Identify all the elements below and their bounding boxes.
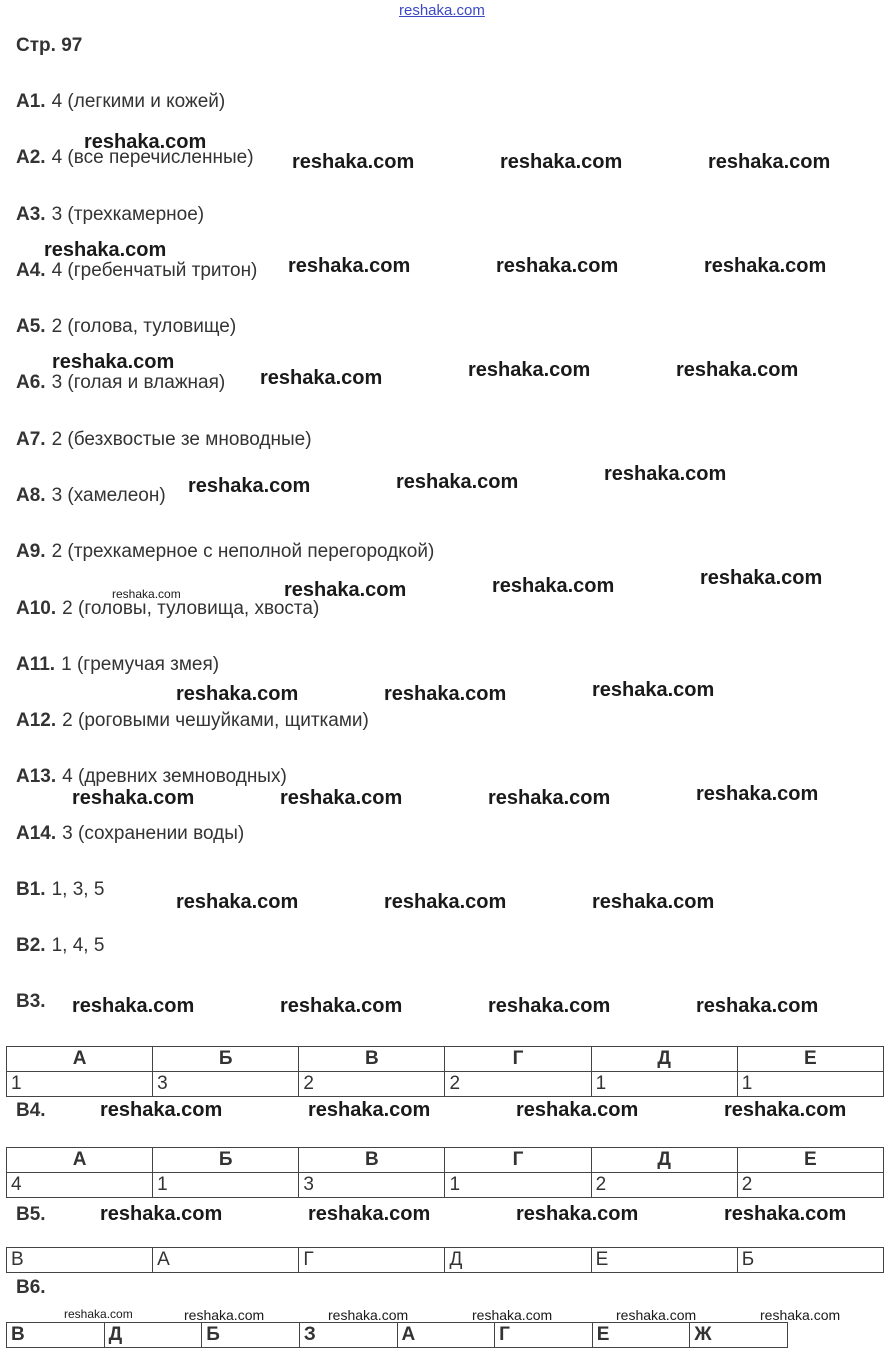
answer-b6: B6. [16, 1277, 46, 1298]
watermark: reshaka.com [176, 683, 299, 705]
table-header-row [7, 1047, 884, 1072]
table-cell: Е [592, 1323, 690, 1348]
answer-a7: A7. 2 (безхвостые зе мноводные) [16, 429, 312, 450]
table-header-cell: Е [737, 1148, 883, 1173]
watermark: reshaka.com [708, 151, 831, 173]
table-cell: Г [299, 1248, 445, 1273]
watermark: reshaka.com [84, 131, 207, 153]
table-header-cell: Б [153, 1047, 299, 1072]
watermark: reshaka.com [592, 679, 715, 701]
answer-a13: A13. 4 (древних земноводных) [16, 766, 287, 787]
watermark: reshaka.com [488, 995, 611, 1017]
watermark: reshaka.com [468, 359, 591, 381]
watermark: reshaka.com [188, 475, 311, 497]
watermark: reshaka.com [396, 471, 519, 493]
watermark: reshaka.com [516, 1203, 639, 1225]
watermark: reshaka.com [64, 1307, 133, 1321]
watermark: reshaka.com [700, 567, 823, 589]
table-header-cell: Г [445, 1047, 591, 1072]
watermark: reshaka.com [760, 1307, 841, 1323]
watermark: reshaka.com [704, 255, 827, 277]
watermark: reshaka.com [72, 995, 195, 1017]
page-title: Стр. 97 [16, 35, 83, 56]
answer-a10: A10. 2 (головы, туловища, хвоста) [16, 598, 320, 619]
answer-a14: A14. 3 (сохранении воды) [16, 823, 245, 844]
table-header-cell: Д [591, 1047, 737, 1072]
watermark: reshaka.com [724, 1099, 847, 1121]
watermark: reshaka.com [176, 891, 299, 913]
watermark: reshaka.com [52, 351, 175, 373]
table-cell: В [7, 1323, 105, 1348]
answer-a4: A4. 4 (гребенчатый тритон) [16, 260, 258, 281]
table-b5 [6, 1247, 884, 1273]
answer-a2: A2. 4 (все перечисленные) [16, 147, 254, 168]
watermark: reshaka.com [112, 587, 181, 601]
table-cell: Б [737, 1248, 883, 1273]
watermark: reshaka.com [696, 783, 819, 805]
watermark: reshaka.com [472, 1307, 553, 1323]
table-cell: 1 [737, 1072, 883, 1097]
answer-a6: A6. 3 (голая и влажная) [16, 372, 226, 393]
table-header-cell: А [7, 1148, 153, 1173]
watermark: reshaka.com [280, 787, 403, 809]
table-b4 [6, 1147, 884, 1198]
watermark: reshaka.com [496, 255, 619, 277]
watermark: reshaka.com [288, 255, 411, 277]
watermark: reshaka.com [72, 787, 195, 809]
watermark: reshaka.com [44, 239, 167, 261]
table-cell: 1 [7, 1072, 153, 1097]
table-cell: З [299, 1323, 397, 1348]
watermark: reshaka.com [696, 995, 819, 1017]
watermark: reshaka.com [328, 1307, 409, 1323]
watermark: reshaka.com [516, 1099, 639, 1121]
table-cell: 1 [591, 1072, 737, 1097]
table-b6 [6, 1322, 788, 1348]
table-cell: 3 [299, 1173, 445, 1198]
answer-a9: A9. 2 (трехкамерное с неполной перегородкой) [16, 541, 435, 562]
answer-b2: B2. 1, 4, 5 [16, 935, 105, 956]
answer-a5: A5. 2 (голова, туловище) [16, 316, 237, 337]
table-cell: Б [202, 1323, 300, 1348]
table-row [7, 1173, 884, 1198]
watermark: reshaka.com [384, 683, 507, 705]
table-header-cell: Д [591, 1148, 737, 1173]
watermark: reshaka.com [604, 463, 727, 485]
table-cell: 1 [445, 1173, 591, 1198]
table-header-row [7, 1148, 884, 1173]
watermark: reshaka.com [384, 891, 507, 913]
table-header-cell: Г [445, 1148, 591, 1173]
table-cell: Ж [690, 1323, 788, 1348]
table-b3 [6, 1046, 884, 1097]
watermark: reshaka.com [592, 891, 715, 913]
table-row [7, 1248, 884, 1273]
table-cell: 4 [7, 1173, 153, 1198]
watermark: reshaka.com [676, 359, 799, 381]
watermark: reshaka.com [308, 1203, 431, 1225]
answer-a12: A12. 2 (роговыми чешуйками, щитками) [16, 710, 369, 731]
answer-b1: B1. 1, 3, 5 [16, 879, 105, 900]
answer-b5: B5. [16, 1204, 46, 1225]
watermark: reshaka.com [100, 1099, 223, 1121]
table-header-cell: Е [737, 1047, 883, 1072]
table-cell: А [153, 1248, 299, 1273]
table-header-cell: Б [153, 1148, 299, 1173]
watermark: reshaka.com [492, 575, 615, 597]
table-header-cell: А [7, 1047, 153, 1072]
table-cell: 2 [445, 1072, 591, 1097]
table-cell: Д [104, 1323, 202, 1348]
answer-a3: A3. 3 (трехкамерное) [16, 204, 205, 225]
watermark: reshaka.com [292, 151, 415, 173]
answer-a11: A11. 1 (гремучая змея) [16, 654, 220, 675]
watermark: reshaka.com [616, 1307, 697, 1323]
table-header-cell: В [299, 1148, 445, 1173]
table-header-cell: В [299, 1047, 445, 1072]
table-cell: А [397, 1323, 495, 1348]
watermark: reshaka.com [500, 151, 623, 173]
table-cell: 2 [737, 1173, 883, 1198]
table-row [7, 1323, 788, 1348]
watermark: reshaka.com [260, 367, 383, 389]
watermark: reshaka.com [100, 1203, 223, 1225]
answer-a8: A8. 3 (хамелеон) [16, 485, 166, 506]
table-row [7, 1072, 884, 1097]
table-cell: Е [591, 1248, 737, 1273]
table-cell: 2 [591, 1173, 737, 1198]
watermark: reshaka.com [724, 1203, 847, 1225]
answer-a1: A1. 4 (легкими и кожей) [16, 91, 226, 112]
table-cell: Д [445, 1248, 591, 1273]
watermark: reshaka.com [488, 787, 611, 809]
answer-b4: B4. [16, 1100, 46, 1121]
table-cell: В [7, 1248, 153, 1273]
watermark: reshaka.com [184, 1307, 265, 1323]
table-cell: 2 [299, 1072, 445, 1097]
table-cell: 1 [153, 1173, 299, 1198]
site-link[interactable]: reshaka.com [399, 2, 485, 19]
answer-b3: B3. [16, 991, 46, 1012]
watermark: reshaka.com [284, 579, 407, 601]
table-cell: 3 [153, 1072, 299, 1097]
watermark: reshaka.com [280, 995, 403, 1017]
watermark: reshaka.com [308, 1099, 431, 1121]
table-cell: Г [495, 1323, 593, 1348]
